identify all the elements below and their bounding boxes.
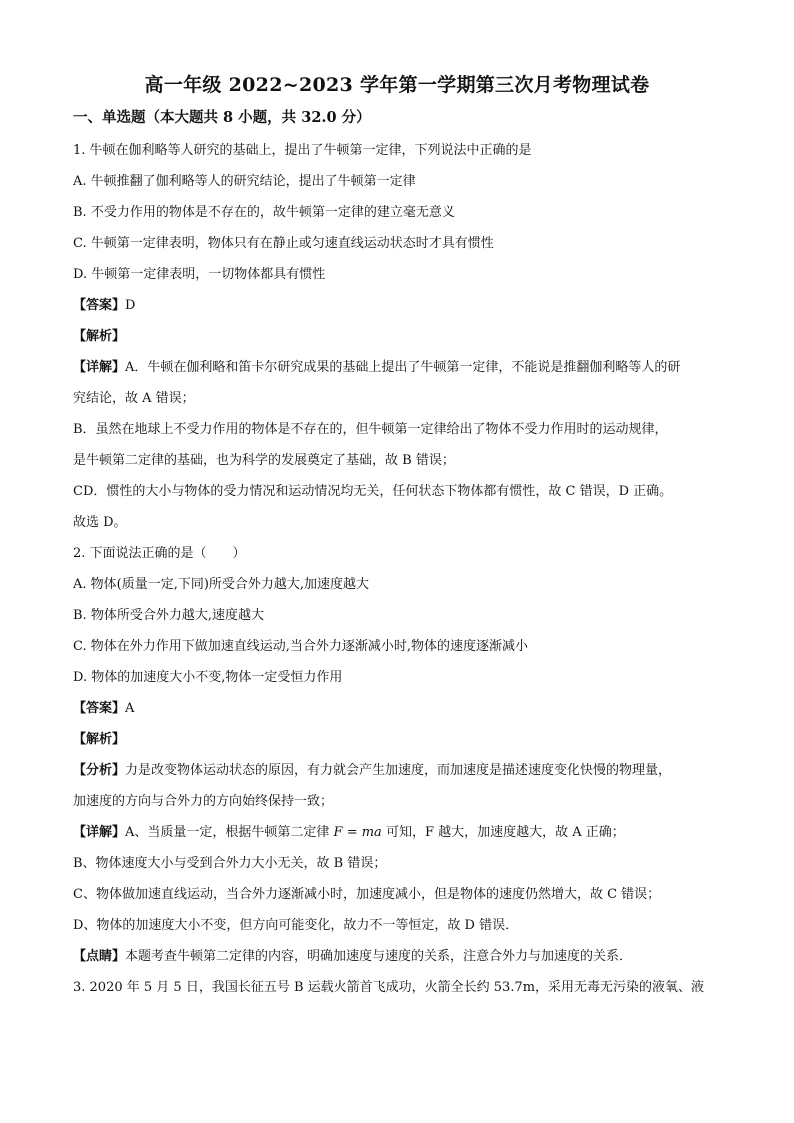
analysis-tag: 【解析】 <box>73 329 126 344</box>
q1-conclusion: 故选 D。 <box>73 515 127 530</box>
q2-detail-d: D、物体的加速度大小不变，但方向可能变化，故力不一等恒定，故 D 错误． <box>73 918 519 933</box>
q2-comment-text: 本题考查牛顿第二定律的内容，明确加速度与速度的关系，注意合外力与加速度的关系． <box>125 949 633 964</box>
fenxi-tag: 【分析】 <box>73 763 126 778</box>
q2-answer-value: A <box>125 701 135 716</box>
q1-option-d: D. 牛顿第一定律表明，一切物体都具有惯性 <box>73 267 326 282</box>
q1-detail-b-1: B．虽然在地球上不受力作用的物体是不存在的，但牛顿第一定律给出了物体不受力作用时的运动规律， <box>73 422 668 437</box>
q2-option-b: B. 物体所受合外力越大,速度越大 <box>73 608 264 623</box>
q2-detail-a-pre: A、当质量一定，根据牛顿第二定律 <box>125 825 334 840</box>
q1-option-b: B. 不受力作用的物体是不存在的，故牛顿第一定律的建立毫无意义 <box>73 205 455 220</box>
q2-option-c: C. 物体在外力作用下做加速直线运动,当合外力逐渐减小时,物体的速度逐渐减小 <box>73 639 529 654</box>
q2-option-a: A. 物体(质量一定,下同)所受合外力越大,加速度越大 <box>73 577 370 592</box>
comment-tag: 【点睛】 <box>73 949 126 964</box>
q2-detail-c: C、物体做加速直线运动，当合外力逐渐减小时，加速度减小，但是物体的速度仍然增大，故 C 错误； <box>73 887 661 902</box>
answer-tag: 【答案】 <box>73 298 126 313</box>
q1-stem: 1. 牛顿在伽利略等人研究的基础上，提出了牛顿第一定律，下列说法中正确的是 <box>73 143 532 158</box>
q1-detail-a-text: A．牛顿在伽利略和笛卡尔研究成果的基础上提出了牛顿第一定律，不能说是推翻伽利略等人的研 <box>125 360 681 375</box>
detail-tag: 【详解】 <box>73 825 126 840</box>
q1-detail-a-2: 究结论，故 A 错误； <box>73 391 195 406</box>
q1-analysis <box>73 321 725 352</box>
q2-fenxi-text: 力是改变物体运动状态的原因，有力就会产生加速度，而加速度是描述速度变化快慢的物理量， <box>125 763 672 778</box>
q1-detail-a-1 <box>73 352 725 383</box>
q1-detail-cd: CD．惯性的大小与物体的受力情况和运动情况均无关，任何状态下物体都有惯性，故 C 错误，D 正确。 <box>73 484 673 499</box>
exam-title: 高一年级 2022~2023 学年第一学期第三次月考物理试卷 <box>144 74 650 96</box>
q2-answer <box>73 693 725 724</box>
q1-detail-b-2: 是牛顿第二定律的基础，也为科学的发展奠定了基础，故 B 错误； <box>73 453 455 468</box>
q1-option-a: A. 牛顿推翻了伽利略等人的研究结论，提出了牛顿第一定律 <box>73 174 416 189</box>
formula-f-ma: F = ma <box>333 825 382 840</box>
section-heading: 一、单选题（本大题共 8 小题，共 32.0 分） <box>73 109 371 126</box>
q2-detail-b: B、物体速度大小与受到合外力大小无关，故 B 错误； <box>73 856 387 871</box>
q2-analysis <box>73 724 725 755</box>
q2-option-d: D. 物体的加速度大小不变,物体一定受恒力作用 <box>73 670 343 685</box>
answer-tag: 【答案】 <box>73 701 126 716</box>
q3-stem: 3. 2020 年 5 月 5 日，我国长征五号 B 运载火箭首飞成功，火箭全长约 53.7m，采用无毒无污染的液氧、液 <box>73 980 705 995</box>
q1-answer-value: D <box>125 298 136 313</box>
q1-option-c: C. 牛顿第一定律表明，物体只有在静止或匀速直线运动状态时才具有惯性 <box>73 236 494 251</box>
q2-fenxi-2: 加速度的方向与合外力的方向始终保持一致； <box>73 794 334 809</box>
q1-answer <box>73 290 725 321</box>
detail-tag: 【详解】 <box>73 360 126 375</box>
exam-body <box>73 135 725 1003</box>
q2-stem: 2. 下面说法正确的是（ ） <box>73 546 246 561</box>
q2-detail-a <box>73 817 725 848</box>
q2-detail-a-post: 可知，F 越大，加速度越大，故 A 正确； <box>381 825 625 840</box>
analysis-tag: 【解析】 <box>73 732 126 747</box>
q2-comment <box>73 941 725 972</box>
q2-fenxi-1 <box>73 755 725 786</box>
